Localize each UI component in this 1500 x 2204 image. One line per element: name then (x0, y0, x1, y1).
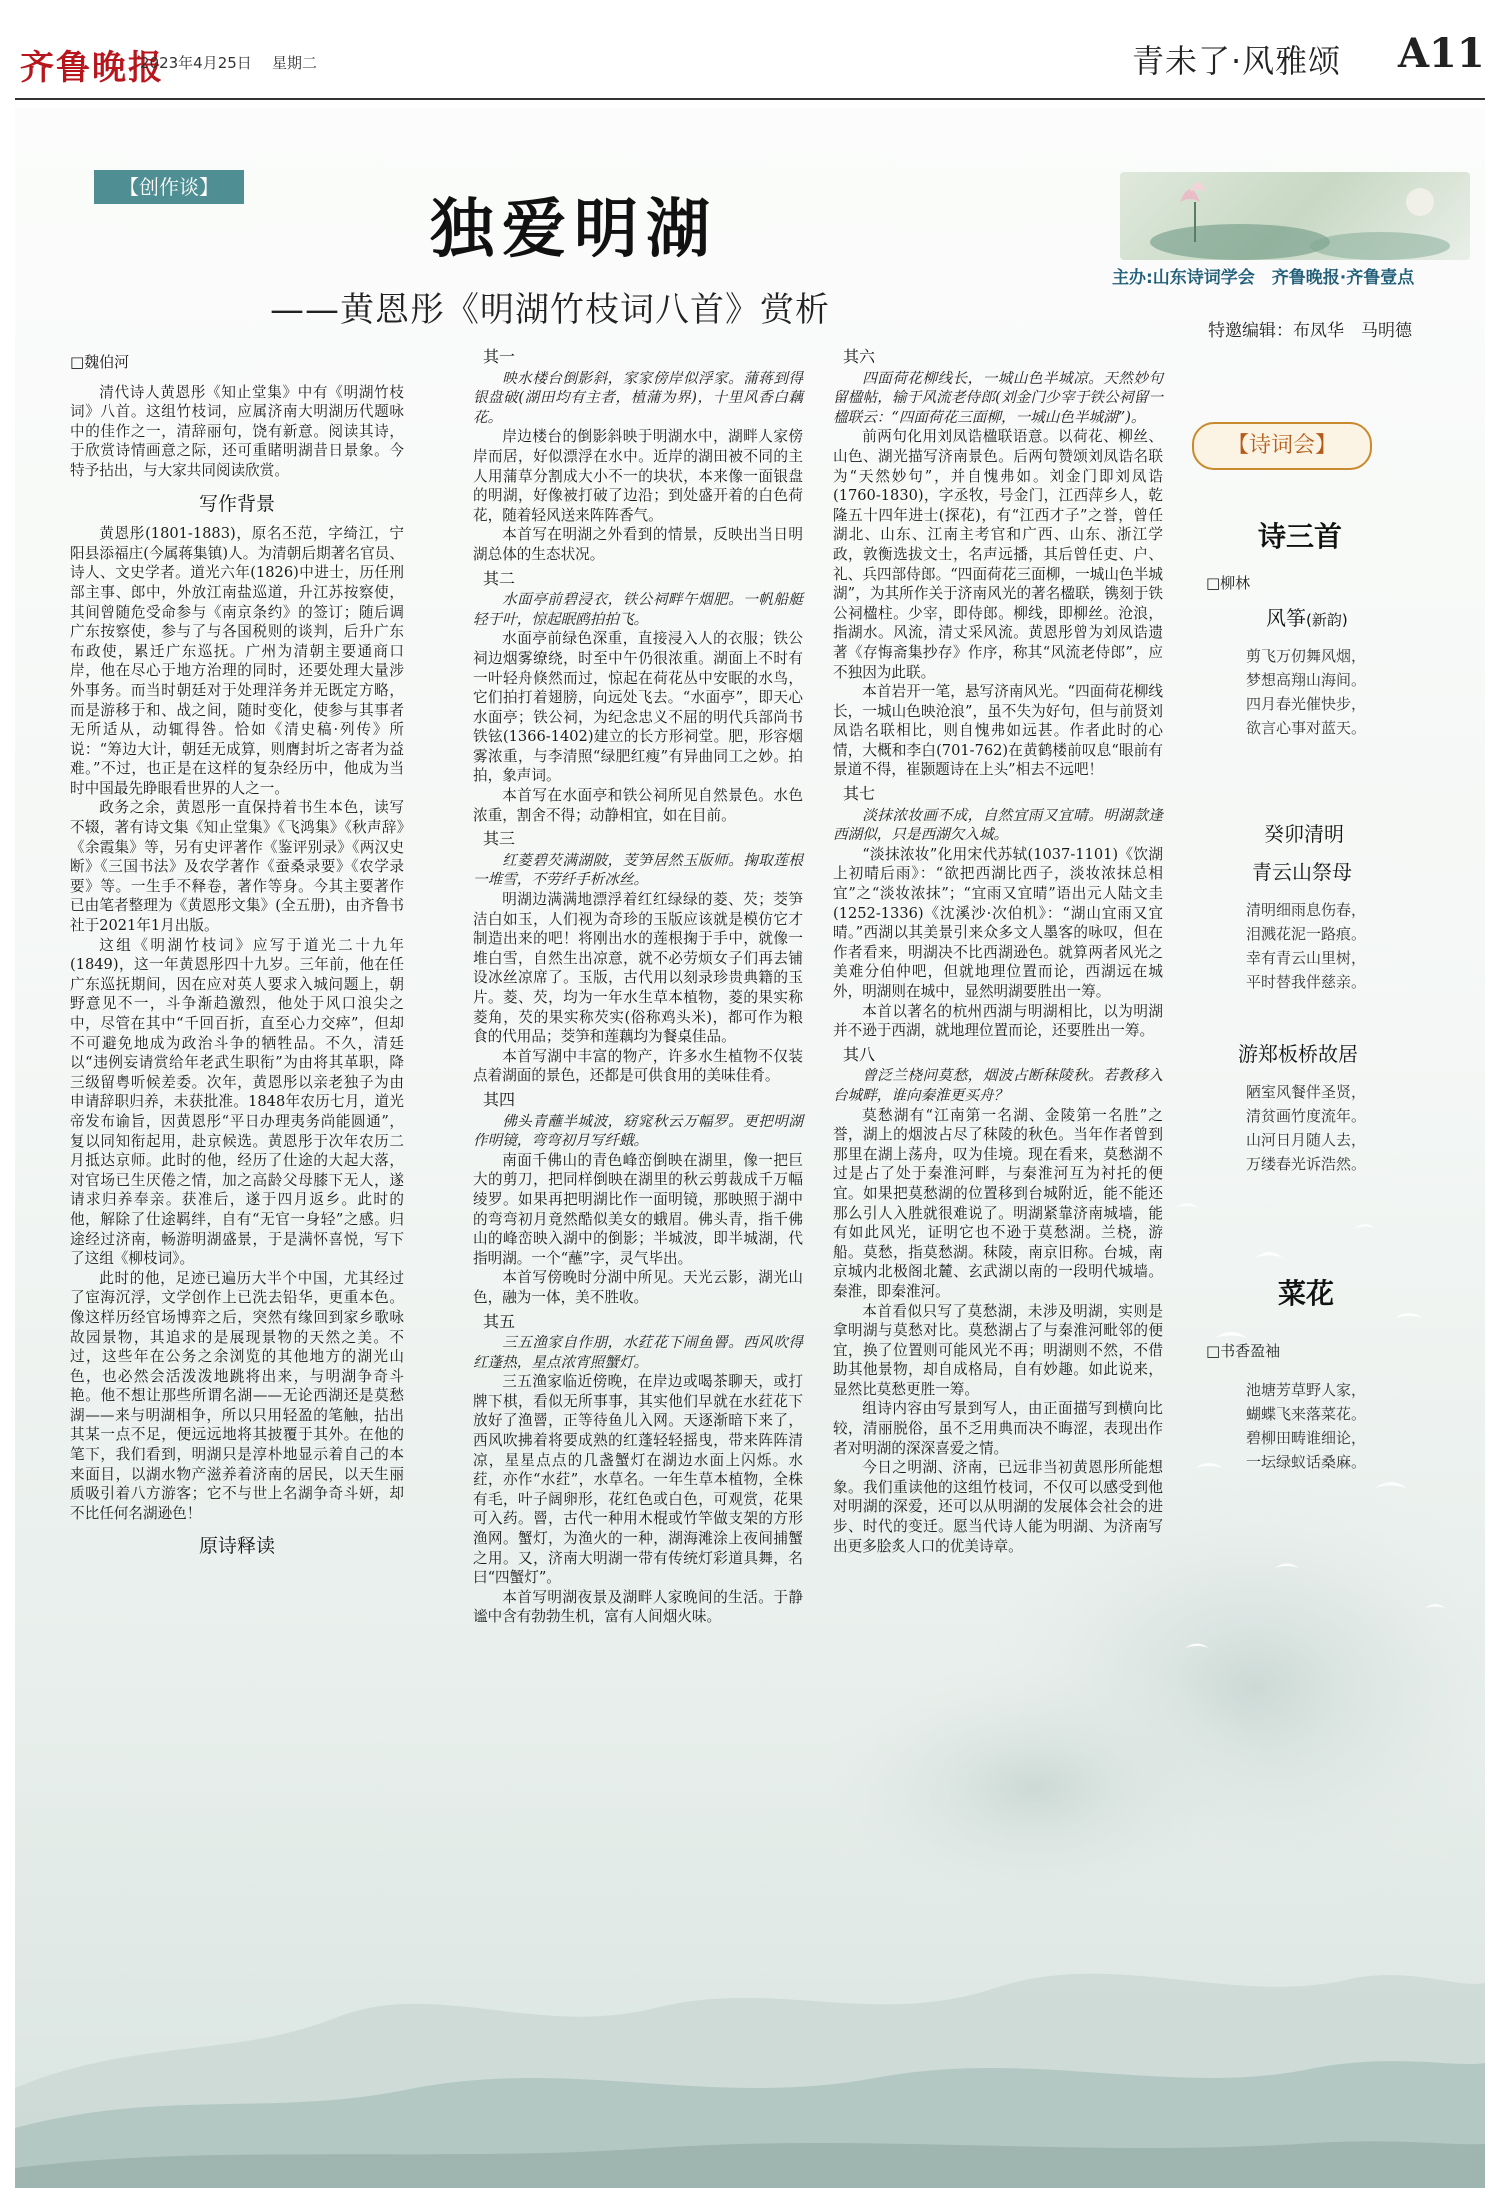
paragraph: 本首写在明湖之外看到的情景，反映出当日明湖总体的生态状况。 (473, 526, 803, 563)
paragraph: 三五渔家临近傍晚，在岸边或喝茶聊天，或打牌下棋，看似无所事事，其实他们早就在水荭花下放好了渔罾，正等待鱼儿入网。天逐渐暗下来了，西风吹拂着将要成熟的红蓬轻轻摇曳，带来阵阵清凉，星星点点的几盏蟹灯在湖边水面上闪烁。水荭，亦作“水荭”，水草名。一年生草本植物，全株有毛，叶子阔卵形，花红色或白色，可观赏，花果可入药。罾，古代一种用木棍或竹竿做支架的方形渔网。蟹灯，为渔火的一种，湖海滩涂上夜间捕蟹之用。又，济南大明湖一带有传统灯彩道具舞，名曰“四蟹灯”。 (473, 1373, 803, 1587)
poem-text: 水面亭前碧浸衣，铁公祠畔午烟肥。一帆船艇轻于叶，惊起眠鸥拍拍飞。 (473, 591, 803, 628)
paragraph: 莫愁湖有“江南第一名湖、金陵第一名胜”之誉，湖上的烟波占尽了秣陵的秋色。当年作者曾到那里在湖上荡舟，叹为佳境。现在看来，莫愁湖不过是占了处于秦淮河畔，与秦淮河互为衬托的便宜。如果把莫愁湖的位置移到台城附近，能不能还那么引人入胜就很难说了。明湖紧靠济南城墙，能有如此风光，证明它也不逊于莫愁湖。兰桡，游船。莫愁，指莫愁湖。秣陵，南京旧称。台城，南京城内北极阁北麓、玄武湖以南的一段明代城墙。秦淮，即秦淮河。 (833, 1106, 1163, 1300)
paragraph: 本首岩开一笔，悬写济南风光。“四面荷花柳线长，一城山色映沧浪”，虽不失为好句，但与前贤刘凤诰名联相比，则自愧弗如远甚。作者此时的心情，大概和李白(701-762)在黄鹤楼前叹息“眼前有景道不得，崔颢题诗在上头”相去不远吧！ (833, 683, 1163, 779)
article-subtitle: ——黄恩彤《明湖竹枝词八首》赏析 (270, 290, 830, 330)
paragraph: 黄恩彤(1801-1883)，原名丕范，字绮江，宁阳县添福庄(今属蒋集镇)人。为清朝后期著名官员、诗人、文史学者。道光六年(1826)中进士，历任刑部主事、郎中，外放江南盐巡道，升江苏按察使，其间曾随危受命参与《南京条约》的签订；随后调广东按察使，参与了与各国税则的谈判，后升广东布政使，累迁广东巡抚。广州为清朝主要通商口岸，他在尽心于地方治理的同时，还要处理大量涉外事务。而当时朝廷对于处理洋务并无既定方略，而是游移于和、战之间，随时变化，使参与其事者无所适从，动辄得咎。恰如《清史稿·列传》所说：“筹边大计，朝廷无成算，则膺封圻之寄者为益难。”不过，也正是在这样的复杂经历中，他成为当时中国最先睁眼看世界的人之一。 (70, 525, 404, 797)
verse-line: 泪溅花泥一路痕。 (1246, 925, 1367, 943)
verse-line: 剪飞万仞舞风烟， (1246, 647, 1367, 665)
poem-title-kite-note: (新韵) (1306, 611, 1348, 629)
poem-text: 淡抹浓妆画不成，自然宜雨又宜晴。明湖款逢西湖似，只是西湖欠入城。 (833, 806, 1163, 844)
poem-number: 其五 (483, 1311, 516, 1331)
article-title: 独爱明湖 (430, 192, 718, 267)
article-column-3 (833, 343, 1163, 1556)
poem-number: 其八 (843, 1044, 876, 1064)
verse-line: 四月春光催快步， (1246, 695, 1367, 713)
masthead-rule (15, 98, 1485, 100)
poem-title-qingming: 癸卯清明 (1264, 822, 1344, 846)
mountain-landscape (15, 1888, 1485, 2188)
paragraph: 这组《明湖竹枝词》应写于道光二十九年(1849)，这一年黄恩彤四十九岁。三年前，他在任广东巡抚期间，因在应对英人要求入城问题上，朝野意见不一，斗争渐趋激烈，他处于风口浪尖之中，尽管在其中“千回百折，直至心力交瘁”，但却不可避免地成为政治斗争的牺牲品。不久，清廷以“违例妄请赏给年老武生职衔”为由将其革职，降三级留粤听候差委。次年，黄恩彤以亲老独子为由申请辞职归养，未获批准。1848年农历七月，道光帝发布谕旨，因黄恩彤“平日办理夷务尚能圆通”，复以同知衔起用，赴京候选。黄恩彤于次年农历二月抵达京师。此时的他，经历了仕途的大起大落，对官场已生厌倦之情，加之高龄父母膝下无人，遂请求归养奉亲。获准后，遂于四月返乡。此时的他，解除了仕途羁绊，自有“无官一身轻”之感。归途经过济南，畅游明湖盛景，于是满怀喜悦，写下了这组《柳枝词》。 (70, 936, 404, 1268)
paragraph: 本首以著名的杭州西湖与明湖相比，以为明湖并不逊于西湖，就地理位置而论，还要胜出一筹。 (833, 1002, 1163, 1040)
poem-number: 其二 (483, 568, 516, 588)
paragraph: 组诗内容由写景到写人，由正面描写到横向比较，清丽脱俗，虽不乏用典而决不晦涩，表现出作者对明湖的深深喜爱之情。 (833, 1400, 1163, 1457)
issue-weekday: 星期二 (272, 54, 318, 72)
verse-line: 池塘芳草野人家， (1246, 1381, 1367, 1399)
paragraph: 本首写在水面亭和铁公祠所见自然景色。水色浓重，割舍不得；动静相宜，如在目前。 (473, 787, 803, 824)
poem-lines-zheng-banqiao (1246, 1080, 1486, 1176)
section-name: 青未了·风雅颂 (1132, 42, 1342, 80)
poem-title-qingming-2: 青云山祭母 (1252, 860, 1352, 884)
paragraph: 政务之余，黄恩彤一直保持着书生本色，读写不辍，著有诗文集《知止堂集》《飞鸿集》《秋声辞》《余霞集》等，另有史评著作《鉴评别录》《两汉史断》《三国书法》及农学著作《蚕桑录要》《农学录要》等。一生手不释卷，著作等身。今其主要著作已由笔者整理为《黄恩彤文集》(全五册)，由齐鲁书社于2021年1月出版。 (70, 799, 404, 935)
article-author: □魏伯河 (70, 353, 130, 371)
poem-lines-rapeseed (1246, 1378, 1486, 1474)
paragraph: 前两句化用刘凤诰楹联语意。以荷花、柳丝、山色、湖光描写济南景色。后两句赞颂刘凤诰名联为“天然妙句”，并自愧弗如。刘金门即刘凤诰(1760-1830)，字丞牧，号金门，江西萍乡人，乾隆五十四年进士(探花)，有“江西才子”之誉，曾任湖北、山东、江南主考官和广西、山东、浙江学政，敦衡选拔文士，名声远播，其后曾任吏、户、礼、兵四部侍郎。“四面荷花三面柳，一城山色半城湖”，为其所作关于济南风光的著名楹联，镌刻于铁公祠楹柱。少宰，即侍郎。柳线，即柳丝。沧浪，指湖水。风流，清丈采风流。黄恩彤曾为刘凤诰遗著《存悔斋集抄存》作序，称其“风流老侍郎”，应不独因为此联。 (833, 428, 1163, 681)
poem-title-kite (1266, 602, 1348, 631)
verse-line: 梦想高翔山海间。 (1246, 671, 1367, 689)
poem-text: 映水楼台倒影斜，家家傍岸似浮家。蒲蒋到得银盘破(湖田均有主者，植蒲为界)，十里风香白藕花。 (473, 369, 803, 426)
verse-line: 清明细雨息伤春， (1246, 901, 1367, 919)
poem-text: 四面荷花柳线长，一城山色半城凉。天然妙句留楹帖，输于风流老侍郎(刘金门少宰于铁公祠留一楹联云：“四面荷花三面柳，一城山色半城湖”)。 (833, 369, 1163, 426)
poem-lines-qingming (1246, 898, 1486, 994)
paragraph: 岸边楼台的倒影斜映于明湖水中，湖畔人家傍岸而居，好似漂浮在水中。近岸的湖田被不同的主人用蒲草分割成大小不一的块状，本来像一面银盘的明湖，好像被打破了边沿；到处盛开着的白色荷花，随着轻风送来阵阵香气。 (473, 428, 803, 524)
paragraph: 本首写明湖夜景及湖畔人家晚间的生活。于静谧中含有勃勃生机，富有人间烟火味。 (473, 1588, 803, 1626)
paragraph: 清代诗人黄恩彤《知止堂集》中有《明湖竹枝词》八首。这组竹枝词，应属济南大明湖历代题咏中的佳作之一，清辞丽句，饶有新意。阅读其诗，于欣赏诗情画意之际，还可重睹明湖昔日景象。今特予拈出，与大家共同阅读欣赏。 (70, 383, 404, 479)
verse-line: 陋室风餐伴圣贤， (1246, 1083, 1367, 1101)
verse-line: 一坛绿蚁话桑麻。 (1246, 1453, 1367, 1471)
newspaper-logo: 齐鲁晚报 (20, 48, 164, 88)
poem-number: 其四 (483, 1089, 516, 1109)
column-tag-poetry-club: 【诗词会】 (1192, 422, 1372, 470)
article-column-2 (473, 343, 803, 1627)
poem-group-title: 诗三首 (1258, 520, 1343, 553)
poem-text: 曾泛兰桡问莫愁，烟波占断秣陵秋。若教移入台城畔，谁向秦淮更买舟？ (833, 1067, 1163, 1104)
article-column-1 (70, 353, 404, 1567)
section-heading-reading: 原诗释读 (198, 1535, 275, 1558)
poem-lines-kite (1246, 644, 1486, 740)
verse-line: 平时替我伴慈亲。 (1246, 973, 1367, 991)
verse-line: 幸有青云山里树， (1246, 949, 1367, 967)
poem-text: 佛头青蘸半城波，窈窕秋云万幅罗。更把明湖作明镜，弯弯初月写纤蛾。 (473, 1112, 803, 1150)
poem-text: 红菱碧芡满湖陂，芰笋居然玉版师。掬取莲根一堆雪，不劳纤手析冰丝。 (473, 851, 803, 889)
column-tag-creative-talk: 【创作谈】 (94, 170, 244, 204)
paragraph: “淡抹浓妆”化用宋代苏轼(1037-1101)《饮湖上初晴后雨》：“欲把西湖比西子，淡妆浓抹总相宜”之“淡妆浓抹”；“宜雨又宜晴”语出元人陆文圭(1252-1336)《沈溪沙·次伯机》：“湖山宜雨又宜晴。”西湖以其美景引来众多文人墨客的咏叹，但在作者看来，明湖决不比西湖逊色。就算两者风光之美难分伯仲吧，但就地理位置而论，西湖远在城外，明湖则在城中，显然明湖要胜出一筹。 (833, 845, 1163, 1000)
issue-date: 2023年4月25日 (140, 54, 252, 72)
poem-text: 三五渔家自作朋，水荭花下闹鱼罾。西风吹得红蓬热，星点浓宵照蟹灯。 (473, 1334, 803, 1371)
paragraph: 今日之明湖、济南，已远非当初黄恩彤所能想象。我们重读他的这组竹枝词，不仅可以感受到他对明湖的深爱，还可以从明湖的发展体会社会的进步、时代的变迁。愿当代诗人能为明湖、为济南写出更多脍炙人口的优美诗章。 (833, 1459, 1163, 1555)
masthead (0, 0, 1500, 100)
poem-title-rapeseed: 菜花 (1278, 1277, 1335, 1310)
poem-number: 其三 (483, 829, 516, 849)
poem-title-zheng-banqiao: 游郑板桥故居 (1238, 1042, 1358, 1066)
verse-line: 万缕春光诉浩然。 (1246, 1155, 1367, 1173)
verse-line: 蝴蝶飞来落菜花。 (1246, 1405, 1367, 1423)
sponsor-line: 主办:山东诗词学会 齐鲁晚报·齐鲁壹点 (1112, 268, 1415, 288)
verse-line: 清贫画竹度流年。 (1246, 1107, 1367, 1125)
paragraph: 本首看似只写了莫愁湖，未涉及明湖，实则是拿明湖与莫愁对比。莫愁湖占了与秦淮河毗邻的便宜，换了位置则可能风光不再；明湖则不然，不借助其他景物，却自成格局，自有妙趣。如此说来，显然比莫愁更胜一筹。 (833, 1302, 1163, 1398)
poem-author-rapeseed: □书香盈袖 (1206, 1342, 1281, 1360)
verse-line: 山河日月随人去， (1246, 1131, 1367, 1149)
lotus-illustration (1120, 172, 1470, 260)
poem-group-author: □柳林 (1206, 574, 1251, 592)
paragraph: 南面千佛山的青色峰峦倒映在湖里，像一把巨大的剪刀，把同样倒映在湖里的秋云剪裁成千万幅绫罗。如果再把明湖比作一面明镜，那映照于湖中的弯弯初月竟然酷似美女的蛾眉。佛头青，指千佛山的峰峦映入湖中的倒影；半城波，即半城湖，代指明湖。一个“蘸”字，灵气毕出。 (473, 1151, 803, 1267)
poem-number: 其一 (483, 347, 516, 366)
paragraph: 本首写傍晚时分湖中所见。天光云影，湖光山色，融为一体，美不胜收。 (473, 1269, 803, 1306)
poem-number: 其六 (843, 347, 876, 366)
page-number: A11 (1398, 30, 1485, 77)
poem-number: 其七 (843, 784, 876, 804)
guest-editors: 特邀编辑：布凤华 马明德 (1208, 321, 1412, 341)
paragraph: 明湖边满满地漂浮着红红绿绿的菱、芡；茭笋洁白如玉，人们视为奇珍的玉版应该就是模仿它才制造出来的吧！将刚出水的莲根掬于手中，就像一堆白雪，自然生出凉意，就不必劳烦女子们再去铺设冰丝凉席了。玉版，古代用以刻录珍贵典籍的玉片。菱、芡，均为一年水生草本植物，菱的果实称菱角，芡的果实称芡实(俗称鸡头米)，都可作为粮食的代用品；茭笋和莲藕均为餐桌佳品。 (473, 891, 803, 1046)
paragraph: 本首写湖中丰富的物产，许多水生植物不仅装点着湖面的景色，还都是可供食用的美味佳肴。 (473, 1047, 803, 1085)
poem-title-kite-text: 风筝 (1266, 606, 1306, 630)
section-heading-background: 写作背景 (198, 492, 275, 515)
paragraph: 此时的他，足迹已遍历大半个中国，尤其经过了宦海沉浮，文学创作上已洗去铅华，更重本色。像这样历经官场博弈之后，突然有缘回到家乡歌咏故园景物，其追求的是展现景物的天然之美。不过，这些年在公务之余浏览的其他地方的湖光山色，也必然会活泼泼地跳将出来，与明湖争奇斗艳。他不想让那些所谓名湖——无论西湖还是莫愁湖——来与明湖相争，所以只用轻盈的笔触，拈出其某一点不足，便远远地将其披覆于其外。在他的笔下，我们看到，明湖只是淳朴地显示着自己的本来面目，以湖水物产滋养着济南的居民，以天生丽质吸引着八方游客；它不与世上名湖争奇斗妍，却不比任何名湖逊色！ (70, 1269, 404, 1522)
verse-line: 碧柳田畴谁细论， (1246, 1429, 1367, 1447)
verse-line: 欲言心事对蓝天。 (1246, 719, 1367, 737)
paragraph: 水面亭前绿色深重，直接浸入人的衣服；铁公祠边烟雾缭绕，时至中午仍很浓重。湖面上不时有一叶轻舟倏然而过，惊起在荷花丛中安眠的水鸟，它们拍打着翅膀，向远处飞去。“水面亭”，即天心水面亭；铁公祠，为纪念忠义不屈的明代兵部尚书铁铉(1366-1402)建立的长方形祠堂。肥，形容烟雾浓重，与李清照“绿肥红瘦”有异曲同工之妙。拍拍，象声词。 (473, 630, 803, 785)
